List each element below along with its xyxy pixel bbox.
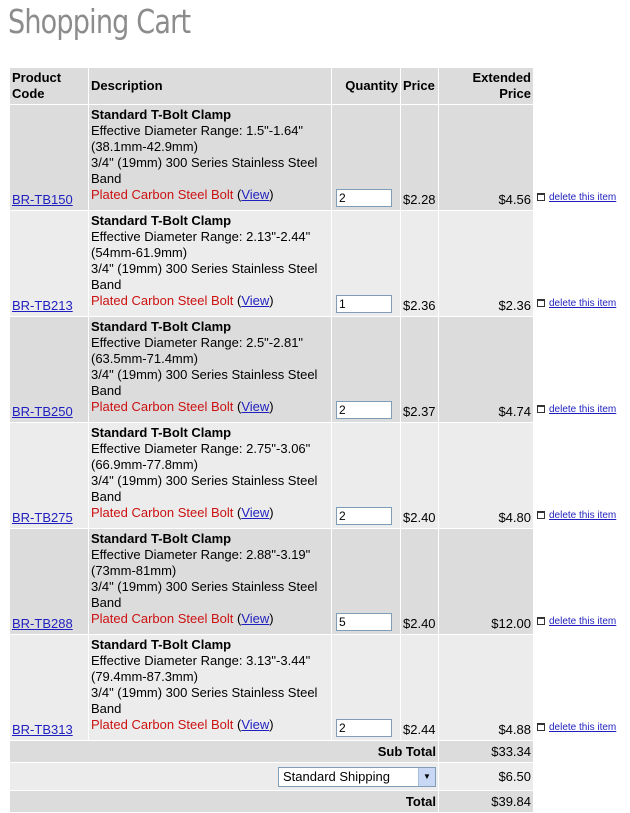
description-cell xyxy=(89,529,331,634)
bolt-text: Plated Carbon Steel Bolt xyxy=(91,611,234,626)
delete-item-link[interactable]: delete this item xyxy=(549,192,617,203)
product-range: Effective Diameter Range: 1.5"-1.64" (38.1mm-42.9mm) xyxy=(91,123,304,154)
cart-row xyxy=(10,635,616,740)
product-bolt: Plated Carbon Steel Bolt (View) xyxy=(91,505,274,520)
quantity-input[interactable] xyxy=(336,401,392,419)
view-link[interactable]: View xyxy=(241,399,270,414)
product-bolt: Plated Carbon Steel Bolt (View) xyxy=(91,717,274,732)
subtotal-value: $33.34 xyxy=(439,741,533,762)
delete-cell xyxy=(534,529,616,634)
delete-cell xyxy=(534,317,616,422)
cart-table xyxy=(9,67,617,813)
description-cell xyxy=(89,423,331,528)
product-code-cell xyxy=(10,211,88,316)
description-cell xyxy=(89,317,331,422)
bolt-text: Plated Carbon Steel Bolt xyxy=(91,505,234,520)
delete-cell xyxy=(534,211,616,316)
subtotal-row xyxy=(10,741,616,762)
cart-row xyxy=(10,423,616,528)
product-code-cell xyxy=(10,635,88,740)
cart-row xyxy=(10,211,616,316)
product-range: Effective Diameter Range: 2.88"-3.19" (73mm-81mm) xyxy=(91,547,311,578)
header-price: Price xyxy=(401,68,438,104)
shipping-value: $6.50 xyxy=(439,763,533,790)
product-title: Standard T-Bolt Clamp xyxy=(91,319,232,334)
price-cell: $2.44 xyxy=(401,635,438,740)
product-code-cell xyxy=(10,423,88,528)
subtotal-label: Sub Total xyxy=(10,741,438,762)
bolt-text: Plated Carbon Steel Bolt xyxy=(91,399,234,414)
quantity-cell xyxy=(332,211,400,316)
quantity-cell xyxy=(332,529,400,634)
price-cell: $2.40 xyxy=(401,423,438,528)
shipping-cell xyxy=(10,763,438,790)
product-code-cell xyxy=(10,105,88,210)
product-bolt: Plated Carbon Steel Bolt (View) xyxy=(91,293,274,308)
view-link[interactable]: View xyxy=(241,293,270,308)
product-range: Effective Diameter Range: 2.13"-2.44" (54mm-61.9mm) xyxy=(91,229,311,260)
quantity-input[interactable] xyxy=(336,613,392,631)
price-cell: $2.40 xyxy=(401,529,438,634)
header-quantity: Quantity xyxy=(332,68,400,104)
delete-item-link[interactable]: delete this item xyxy=(549,722,617,733)
header-extended-price: Extended Price xyxy=(439,68,533,104)
trash-icon[interactable] xyxy=(537,299,545,307)
extended-price-cell: $12.00 xyxy=(439,529,533,634)
cart-row xyxy=(10,105,616,210)
quantity-cell xyxy=(332,635,400,740)
product-code-cell xyxy=(10,317,88,422)
delete-item-link[interactable]: delete this item xyxy=(549,404,617,415)
product-range: Effective Diameter Range: 3.13"-3.44" (79.4mm-87.3mm) xyxy=(91,653,311,684)
quantity-cell xyxy=(332,105,400,210)
description-cell xyxy=(89,211,331,316)
cart-row xyxy=(10,317,616,422)
chevron-down-icon[interactable]: ▼ xyxy=(418,768,435,786)
trash-icon[interactable] xyxy=(537,723,545,731)
trash-icon[interactable] xyxy=(537,193,545,201)
product-code-link[interactable]: BR-TB250 xyxy=(12,404,73,419)
shipping-select[interactable] xyxy=(278,767,436,787)
delete-item-link[interactable]: delete this item xyxy=(549,298,617,309)
delete-item-link[interactable]: delete this item xyxy=(549,616,617,627)
quantity-input[interactable] xyxy=(336,719,392,737)
shipping-row xyxy=(10,763,616,790)
product-code-link[interactable]: BR-TB288 xyxy=(12,616,73,631)
view-link[interactable]: View xyxy=(241,505,270,520)
product-band: 3/4" (19mm) 300 Series Stainless Steel Band xyxy=(91,685,318,716)
product-code-link[interactable]: BR-TB313 xyxy=(12,722,73,737)
product-code-link[interactable]: BR-TB150 xyxy=(12,192,73,207)
product-title: Standard T-Bolt Clamp xyxy=(91,213,232,228)
view-link[interactable]: View xyxy=(241,611,270,626)
bolt-text: Plated Carbon Steel Bolt xyxy=(91,293,234,308)
total-label: Total xyxy=(10,791,438,812)
extended-price-cell: $4.80 xyxy=(439,423,533,528)
view-link[interactable]: View xyxy=(241,187,270,202)
product-band: 3/4" (19mm) 300 Series Stainless Steel Band xyxy=(91,473,318,504)
product-code-link[interactable]: BR-TB275 xyxy=(12,510,73,525)
product-band: 3/4" (19mm) 300 Series Stainless Steel Band xyxy=(91,155,318,186)
product-bolt: Plated Carbon Steel Bolt (View) xyxy=(91,399,274,414)
product-band: 3/4" (19mm) 300 Series Stainless Steel Band xyxy=(91,579,318,610)
product-title: Standard T-Bolt Clamp xyxy=(91,531,232,546)
quantity-input[interactable] xyxy=(336,507,392,525)
product-range: Effective Diameter Range: 2.75"-3.06" (66.9mm-77.8mm) xyxy=(91,441,311,472)
delete-cell xyxy=(534,423,616,528)
quantity-cell xyxy=(332,423,400,528)
view-link[interactable]: View xyxy=(241,717,270,732)
extended-price-cell: $2.36 xyxy=(439,211,533,316)
product-bolt: Plated Carbon Steel Bolt (View) xyxy=(91,187,274,202)
header-description: Description xyxy=(89,68,331,104)
price-cell: $2.28 xyxy=(401,105,438,210)
quantity-input[interactable] xyxy=(336,189,392,207)
product-band: 3/4" (19mm) 300 Series Stainless Steel Band xyxy=(91,367,318,398)
delete-cell xyxy=(534,635,616,740)
price-cell: $2.36 xyxy=(401,211,438,316)
quantity-cell xyxy=(332,317,400,422)
product-code-link[interactable]: BR-TB213 xyxy=(12,298,73,313)
delete-cell xyxy=(534,105,616,210)
total-row xyxy=(10,791,616,812)
price-cell: $2.37 xyxy=(401,317,438,422)
delete-item-link[interactable]: delete this item xyxy=(549,510,617,521)
trash-icon[interactable] xyxy=(537,405,545,413)
trash-icon[interactable] xyxy=(537,617,545,625)
bolt-text: Plated Carbon Steel Bolt xyxy=(91,187,234,202)
cart-row xyxy=(10,529,616,634)
product-band: 3/4" (19mm) 300 Series Stainless Steel Band xyxy=(91,261,318,292)
header-row xyxy=(10,68,616,104)
extended-price-cell: $4.74 xyxy=(439,317,533,422)
page-title: Shopping Cart xyxy=(8,2,191,41)
product-code-cell xyxy=(10,529,88,634)
header-product-code: Product Code xyxy=(10,68,88,104)
product-title: Standard T-Bolt Clamp xyxy=(91,107,232,122)
shipping-select-value: Standard Shipping xyxy=(283,768,390,784)
total-value: $39.84 xyxy=(439,791,533,812)
extended-price-cell: $4.56 xyxy=(439,105,533,210)
extended-price-cell: $4.88 xyxy=(439,635,533,740)
product-bolt: Plated Carbon Steel Bolt (View) xyxy=(91,611,274,626)
bolt-text: Plated Carbon Steel Bolt xyxy=(91,717,234,732)
trash-icon[interactable] xyxy=(537,511,545,519)
description-cell xyxy=(89,105,331,210)
product-range: Effective Diameter Range: 2.5"-2.81" (63.5mm-71.4mm) xyxy=(91,335,304,366)
quantity-input[interactable] xyxy=(336,295,392,313)
description-cell xyxy=(89,635,331,740)
product-title: Standard T-Bolt Clamp xyxy=(91,425,232,440)
product-title: Standard T-Bolt Clamp xyxy=(91,637,232,652)
